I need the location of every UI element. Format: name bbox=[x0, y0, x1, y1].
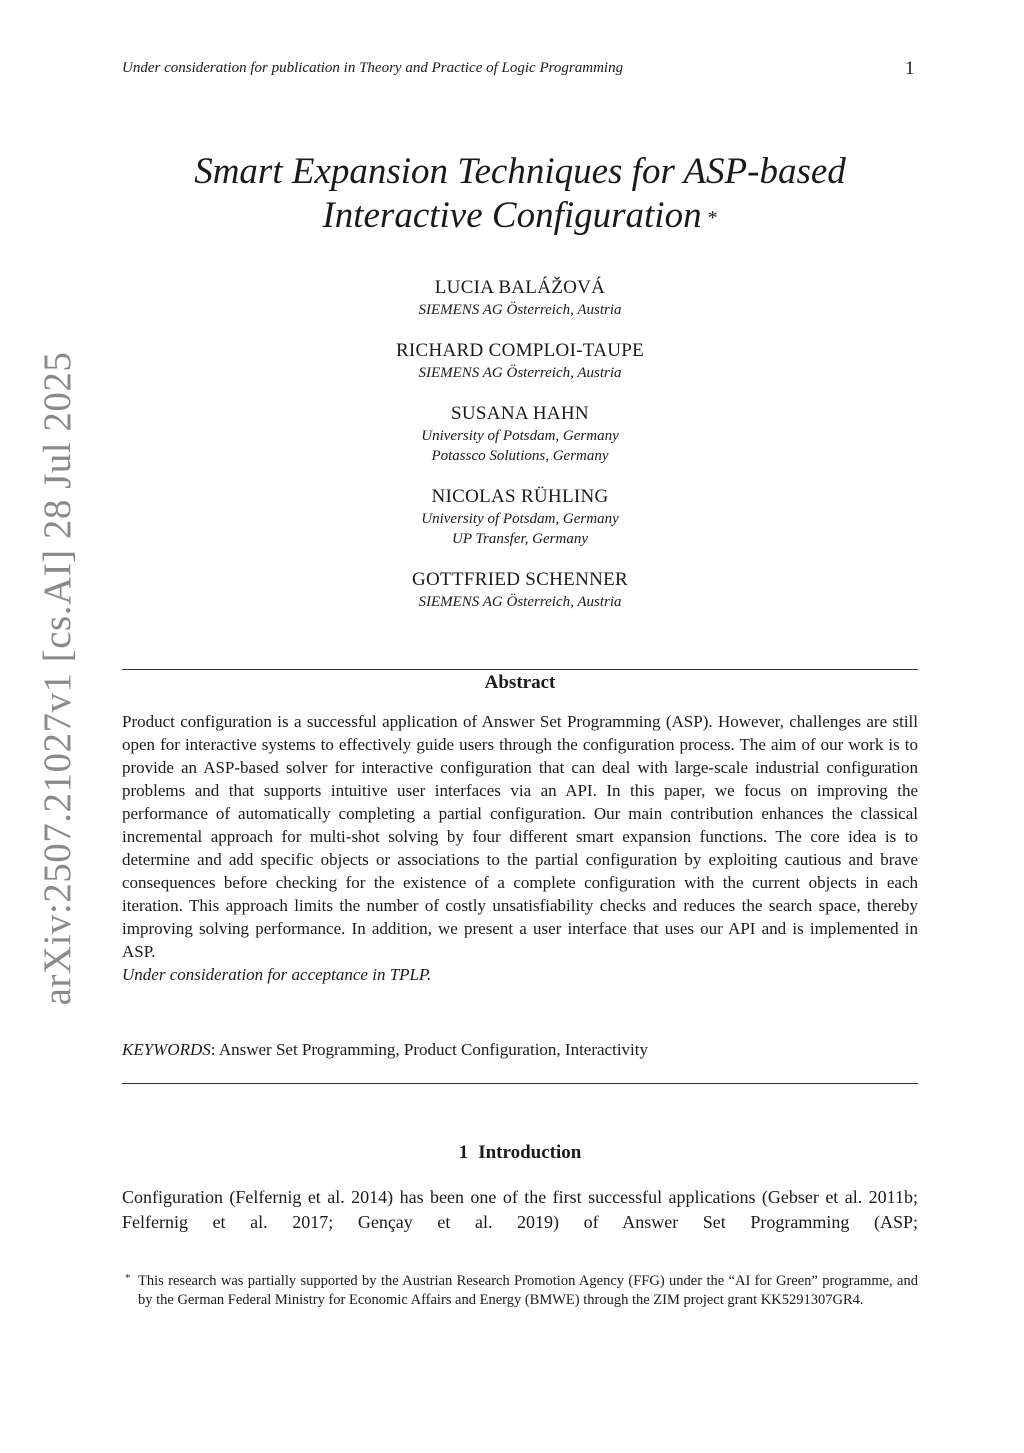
author-block bbox=[0, 276, 1024, 320]
abstract-heading: Abstract bbox=[484, 672, 556, 693]
author-affiliation: SIEMENS AG Österreich, Austria bbox=[418, 594, 622, 610]
page-number: 1 bbox=[905, 58, 915, 79]
title-line-2 bbox=[0, 194, 1024, 238]
abstract-top-rule bbox=[122, 669, 918, 670]
author-affiliation: SIEMENS AG Österreich, Austria bbox=[418, 302, 622, 318]
author-block bbox=[0, 485, 1024, 549]
author-affiliation: University of Potsdam, Germany bbox=[421, 428, 619, 444]
author-affiliation: University of Potsdam, Germany bbox=[421, 511, 619, 527]
author-block bbox=[0, 568, 1024, 612]
section-title: Introduction bbox=[478, 1142, 582, 1163]
arxiv-stamp-text: arXiv:2507.21027v1 [cs.AI] 28 Jul 2025 bbox=[35, 351, 79, 1006]
author-name: GOTTFRIED SCHENNER bbox=[412, 569, 628, 590]
footnote-text: This research was partially supported by the Austrian Research Promotion Agency (FFG) under the “AI for Green” programme, and by the German Federal Ministry for Economic Affairs and Energy (BMWE) through the ZIM project grant KK5291307GR4. bbox=[138, 1273, 918, 1308]
author-name: NICOLAS RÜHLING bbox=[431, 486, 609, 507]
author-affiliation: Potassco Solutions, Germany bbox=[431, 448, 609, 464]
keywords-text: : Answer Set Programming, Product Configuration, Interactivity bbox=[210, 1040, 648, 1059]
author-affiliation: SIEMENS AG Österreich, Austria bbox=[418, 365, 622, 381]
title-line-2-text: Interactive Configuration bbox=[322, 195, 702, 236]
author-affiliation: UP Transfer, Germany bbox=[452, 531, 588, 547]
acceptance-note: Under consideration for acceptance in TPLP. bbox=[122, 965, 432, 984]
title-footnote-marker[interactable]: * bbox=[707, 207, 718, 229]
introduction-paragraph: Configuration (Felfernig et al. 2014) has been one of the first successful applications (Gebser et al. 2011b; Felfernig et al. 2017; Gençay et al. 2019) of Answer Set Programming (ASP; bbox=[122, 1187, 918, 1232]
section-heading-introduction bbox=[122, 1142, 918, 1164]
author-block bbox=[0, 402, 1024, 466]
title-line-1: Smart Expansion Techniques for ASP-based bbox=[194, 151, 846, 192]
author-name: SUSANA HAHN bbox=[451, 403, 589, 424]
author-list bbox=[0, 276, 1024, 631]
author-block bbox=[0, 339, 1024, 383]
author-name: RICHARD COMPLOI-TAUPE bbox=[395, 340, 645, 361]
footnote-marker: * bbox=[125, 1272, 131, 1284]
section-number: 1 bbox=[458, 1142, 469, 1163]
abstract-body bbox=[122, 710, 918, 986]
author-name: LUCIA BALÁŽOVÁ bbox=[434, 277, 606, 298]
running-head: Under consideration for publication in Theory and Practice of Logic Programming bbox=[122, 60, 624, 76]
keywords-label: KEYWORDS bbox=[122, 1040, 211, 1059]
footnote bbox=[122, 1272, 918, 1310]
paper-title bbox=[0, 150, 1024, 238]
abstract-bottom-rule bbox=[122, 1083, 918, 1084]
abstract-paragraph: Product configuration is a successful application of Answer Set Programming (ASP). However, challenges are still open for interactive systems to effectively guide users through the configuration process. The aim of our work is to provide an ASP-based solver for interactive configuration that can deal with large-scale industrial configuration problems and that supports intuitive user interfaces via an API. In this paper, we focus on improving the performance of automatically completing a partial configuration. Our main contribution enhances the classical incremental approach for multi-shot solving by four different smart expansion functions. The core idea is to determine and add specific objects or associations to the partial configuration by exploiting cautious and brave consequences before checking for the existence of a complete configuration with the current objects in each iteration. This approach limits the number of costly unsatisfiability checks and reduces the search space, thereby improving solving performance. In addition, we present a user interface that uses our API and is implemented in ASP. bbox=[122, 712, 918, 961]
keywords-line bbox=[122, 1038, 918, 1061]
